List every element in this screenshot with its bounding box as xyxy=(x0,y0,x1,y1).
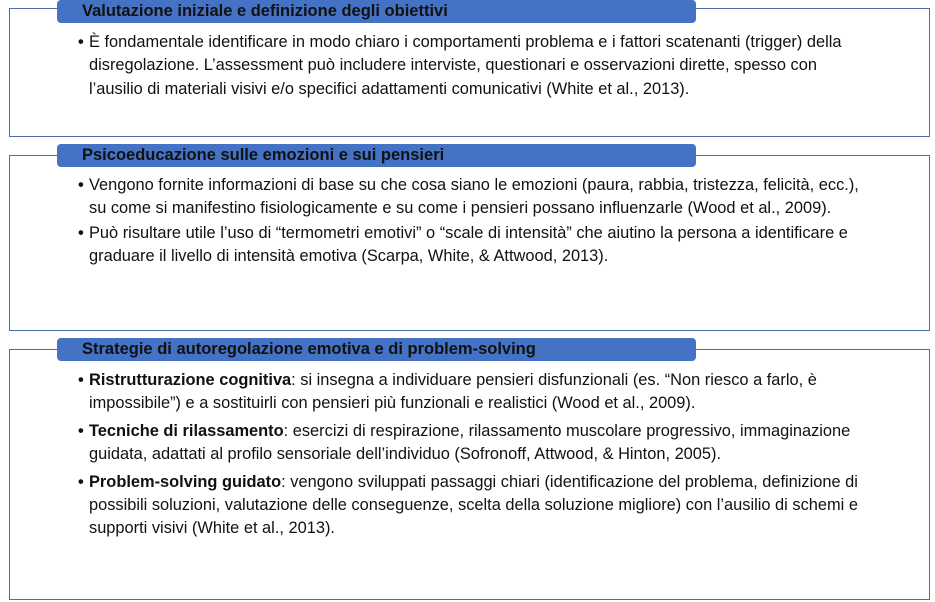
bullet-list-valutazione xyxy=(78,31,868,101)
bullet-text: : esercizi di respirazione, rilassamento muscolare progressivo, immaginazione guidata, adattati al profilo sensoriale dell’individuo (Sofronoff, Attwood, & Hinton, 2005). xyxy=(89,421,851,464)
bullet-icon: • xyxy=(78,371,84,389)
bullet-text: : si insegna a individuare pensieri disfunzionali (es. “Non riesco a farlo, è impossibile”) e a sostituirli con pensieri più funzionali e realistici (Wood et al., 2009). xyxy=(89,371,817,413)
list-item xyxy=(78,471,868,541)
bullet-text: È fondamentale identificare in modo chiaro i comportamenti problema e i fattori scatenanti (trigger) della disregolazione. L’assessment può includere interviste, questionari e osservazioni dirette, spesso con l’ausilio di materiali visivi e/o specifici adattamenti comunicativi (White et al., 2013). xyxy=(89,33,842,98)
bullet-icon: • xyxy=(78,421,84,440)
bullet-icon: • xyxy=(78,223,84,242)
bullet-text: Vengono fornite informazioni di base su che cosa siano le emozioni (paura, rabbia, tristezza, felicità, ecc.), su come si manifestino fisiologicamente e su come i pensieri possano influenzarle (Wood et al., 2009). xyxy=(89,176,859,218)
bullet-icon: • xyxy=(78,472,84,491)
bullet-text: : vengono sviluppati passaggi chiari (identificazione del problema, definizione di possibili soluzioni, valutazione delle conseguenze, scelta della soluzione migliore) con l’ausilio di schemi e supporti visivi (White et al., 2013). xyxy=(89,472,858,538)
section-header-psicoeducazione xyxy=(57,144,696,167)
section-header-valutazione xyxy=(57,0,696,23)
list-item xyxy=(78,222,868,269)
section-header-strategie xyxy=(57,338,696,361)
section-title: Psicoeducazione sulle emozioni e sui pensieri xyxy=(82,146,445,164)
section-title: Strategie di autoregolazione emotiva e di problem-solving xyxy=(82,340,536,358)
bullet-list-strategie xyxy=(78,369,868,545)
section-title: Valutazione iniziale e definizione degli obiettivi xyxy=(82,2,448,20)
bullet-icon: • xyxy=(78,33,84,51)
bullet-lead-term: Ristrutturazione cognitiva xyxy=(89,371,292,389)
list-item xyxy=(78,420,868,467)
list-item xyxy=(78,369,868,416)
bullet-text: Può risultare utile l’uso di “termometri emotivi” o “scale di intensità” che aiutino la persona a identificare e graduare il livello di intensità emotiva (Scarpa, White, & Attwood, 2013). xyxy=(89,223,848,266)
bullet-list-psicoeducazione xyxy=(78,174,868,270)
bullet-icon: • xyxy=(78,176,84,194)
bullet-lead-term: Tecniche di rilassamento xyxy=(89,421,284,440)
bullet-lead-term: Problem-solving guidato xyxy=(89,472,282,491)
list-item xyxy=(78,31,868,101)
list-item xyxy=(78,174,868,221)
